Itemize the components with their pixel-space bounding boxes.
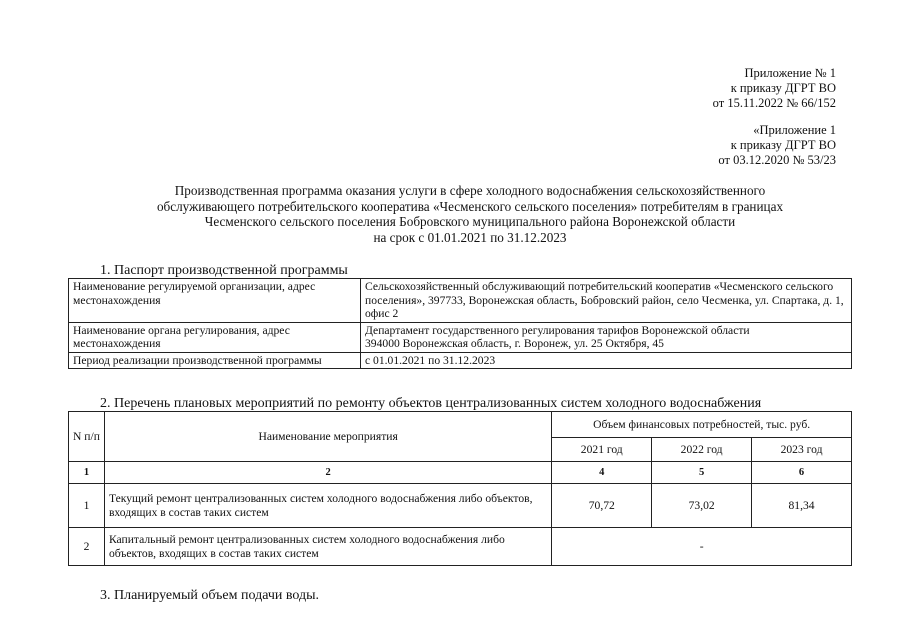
column-number: 1 xyxy=(69,462,105,484)
row-value xyxy=(361,322,852,352)
section-1-heading: 1. Паспорт производственной программы xyxy=(100,263,348,278)
row-num: 1 xyxy=(69,484,105,528)
appendix-line: Приложение № 1 xyxy=(744,66,836,80)
title-line: Производственная программа оказания услуги в сфере холодного водоснабжения сельскохозяйственного xyxy=(174,183,766,198)
row-value: с 01.01.2021 по 31.12.2023 xyxy=(361,352,852,369)
value-line: 394000 Воронежская область, г. Воронеж, ул. 25 Октября, 45 xyxy=(365,337,664,350)
row-label: Период реализации производственной программы xyxy=(69,352,361,369)
appendix-line: от 03.12.2020 № 53/23 xyxy=(718,153,836,167)
passport-table xyxy=(68,278,852,369)
value-line: Департамент государственного регулирования тарифов Воронежской области xyxy=(365,323,750,337)
row-value: 70,72 xyxy=(552,484,652,528)
title-line: Чесменского сельского поселения Бобровского муниципального района Воронежской области xyxy=(204,214,736,229)
table-header-row xyxy=(69,412,852,438)
section-3-heading: 3. Планируемый объем подачи воды. xyxy=(100,588,320,603)
appendix-line: к приказу ДГРТ ВО xyxy=(730,138,836,152)
header-year: 2021 год xyxy=(552,438,652,462)
column-number: 4 xyxy=(552,462,652,484)
document-title xyxy=(80,183,860,245)
row-value: 81,34 xyxy=(752,484,852,528)
title-line: на срок с 01.01.2021 по 31.12.2023 xyxy=(373,229,567,245)
table-row xyxy=(69,352,852,369)
row-value: Сельскохозяйственный обслуживающий потребительский кооператив «Чесменского сельского поселения», 397733, Воронежская область, Бобровский район, село Чесменка, ул. Спартака, д. 1, офис 2 xyxy=(361,279,852,323)
header-name: Наименование мероприятия xyxy=(104,412,551,462)
row-value: 73,02 xyxy=(652,484,752,528)
title-line: обслуживающего потребительского кооператива «Чесменского сельского поселения» потребителям в границах xyxy=(156,198,784,214)
appendix-line: «Приложение 1 xyxy=(753,123,836,137)
column-number: 2 xyxy=(104,462,551,484)
header-volume: Объем финансовых потребностей, тыс. руб. xyxy=(552,412,852,438)
column-number-row xyxy=(69,462,852,484)
appendix-line: к приказу ДГРТ ВО xyxy=(730,81,836,95)
header-year: 2022 год xyxy=(652,438,752,462)
row-label: Наименование регулируемой организации, адрес местонахождения xyxy=(69,279,361,323)
table-row xyxy=(69,279,852,323)
row-merged-value: - xyxy=(552,528,852,566)
column-number: 5 xyxy=(652,462,752,484)
table-row xyxy=(69,528,852,566)
row-name: Текущий ремонт централизованных систем холодного водоснабжения либо объектов, входящих в состав таких систем xyxy=(104,484,551,528)
section-2-heading: 2. Перечень плановых мероприятий по ремонту объектов централизованных систем холодного водоснабжения xyxy=(100,396,762,411)
header-year: 2023 год xyxy=(752,438,852,462)
row-label: Наименование органа регулирования, адрес местонахождения xyxy=(69,322,361,352)
row-num: 2 xyxy=(69,528,105,566)
header-num: N п/п xyxy=(69,412,105,462)
row-name: Капитальный ремонт централизованных систем холодного водоснабжения либо объектов, входящих в состав таких систем xyxy=(104,528,551,566)
table-row xyxy=(69,322,852,352)
table-row xyxy=(69,484,852,528)
previous-appendix-reference xyxy=(718,123,836,168)
repair-plan-table xyxy=(68,411,852,566)
appendix-reference xyxy=(713,66,836,111)
appendix-line: от 15.11.2022 № 66/152 xyxy=(712,96,836,110)
column-number: 6 xyxy=(752,462,852,484)
